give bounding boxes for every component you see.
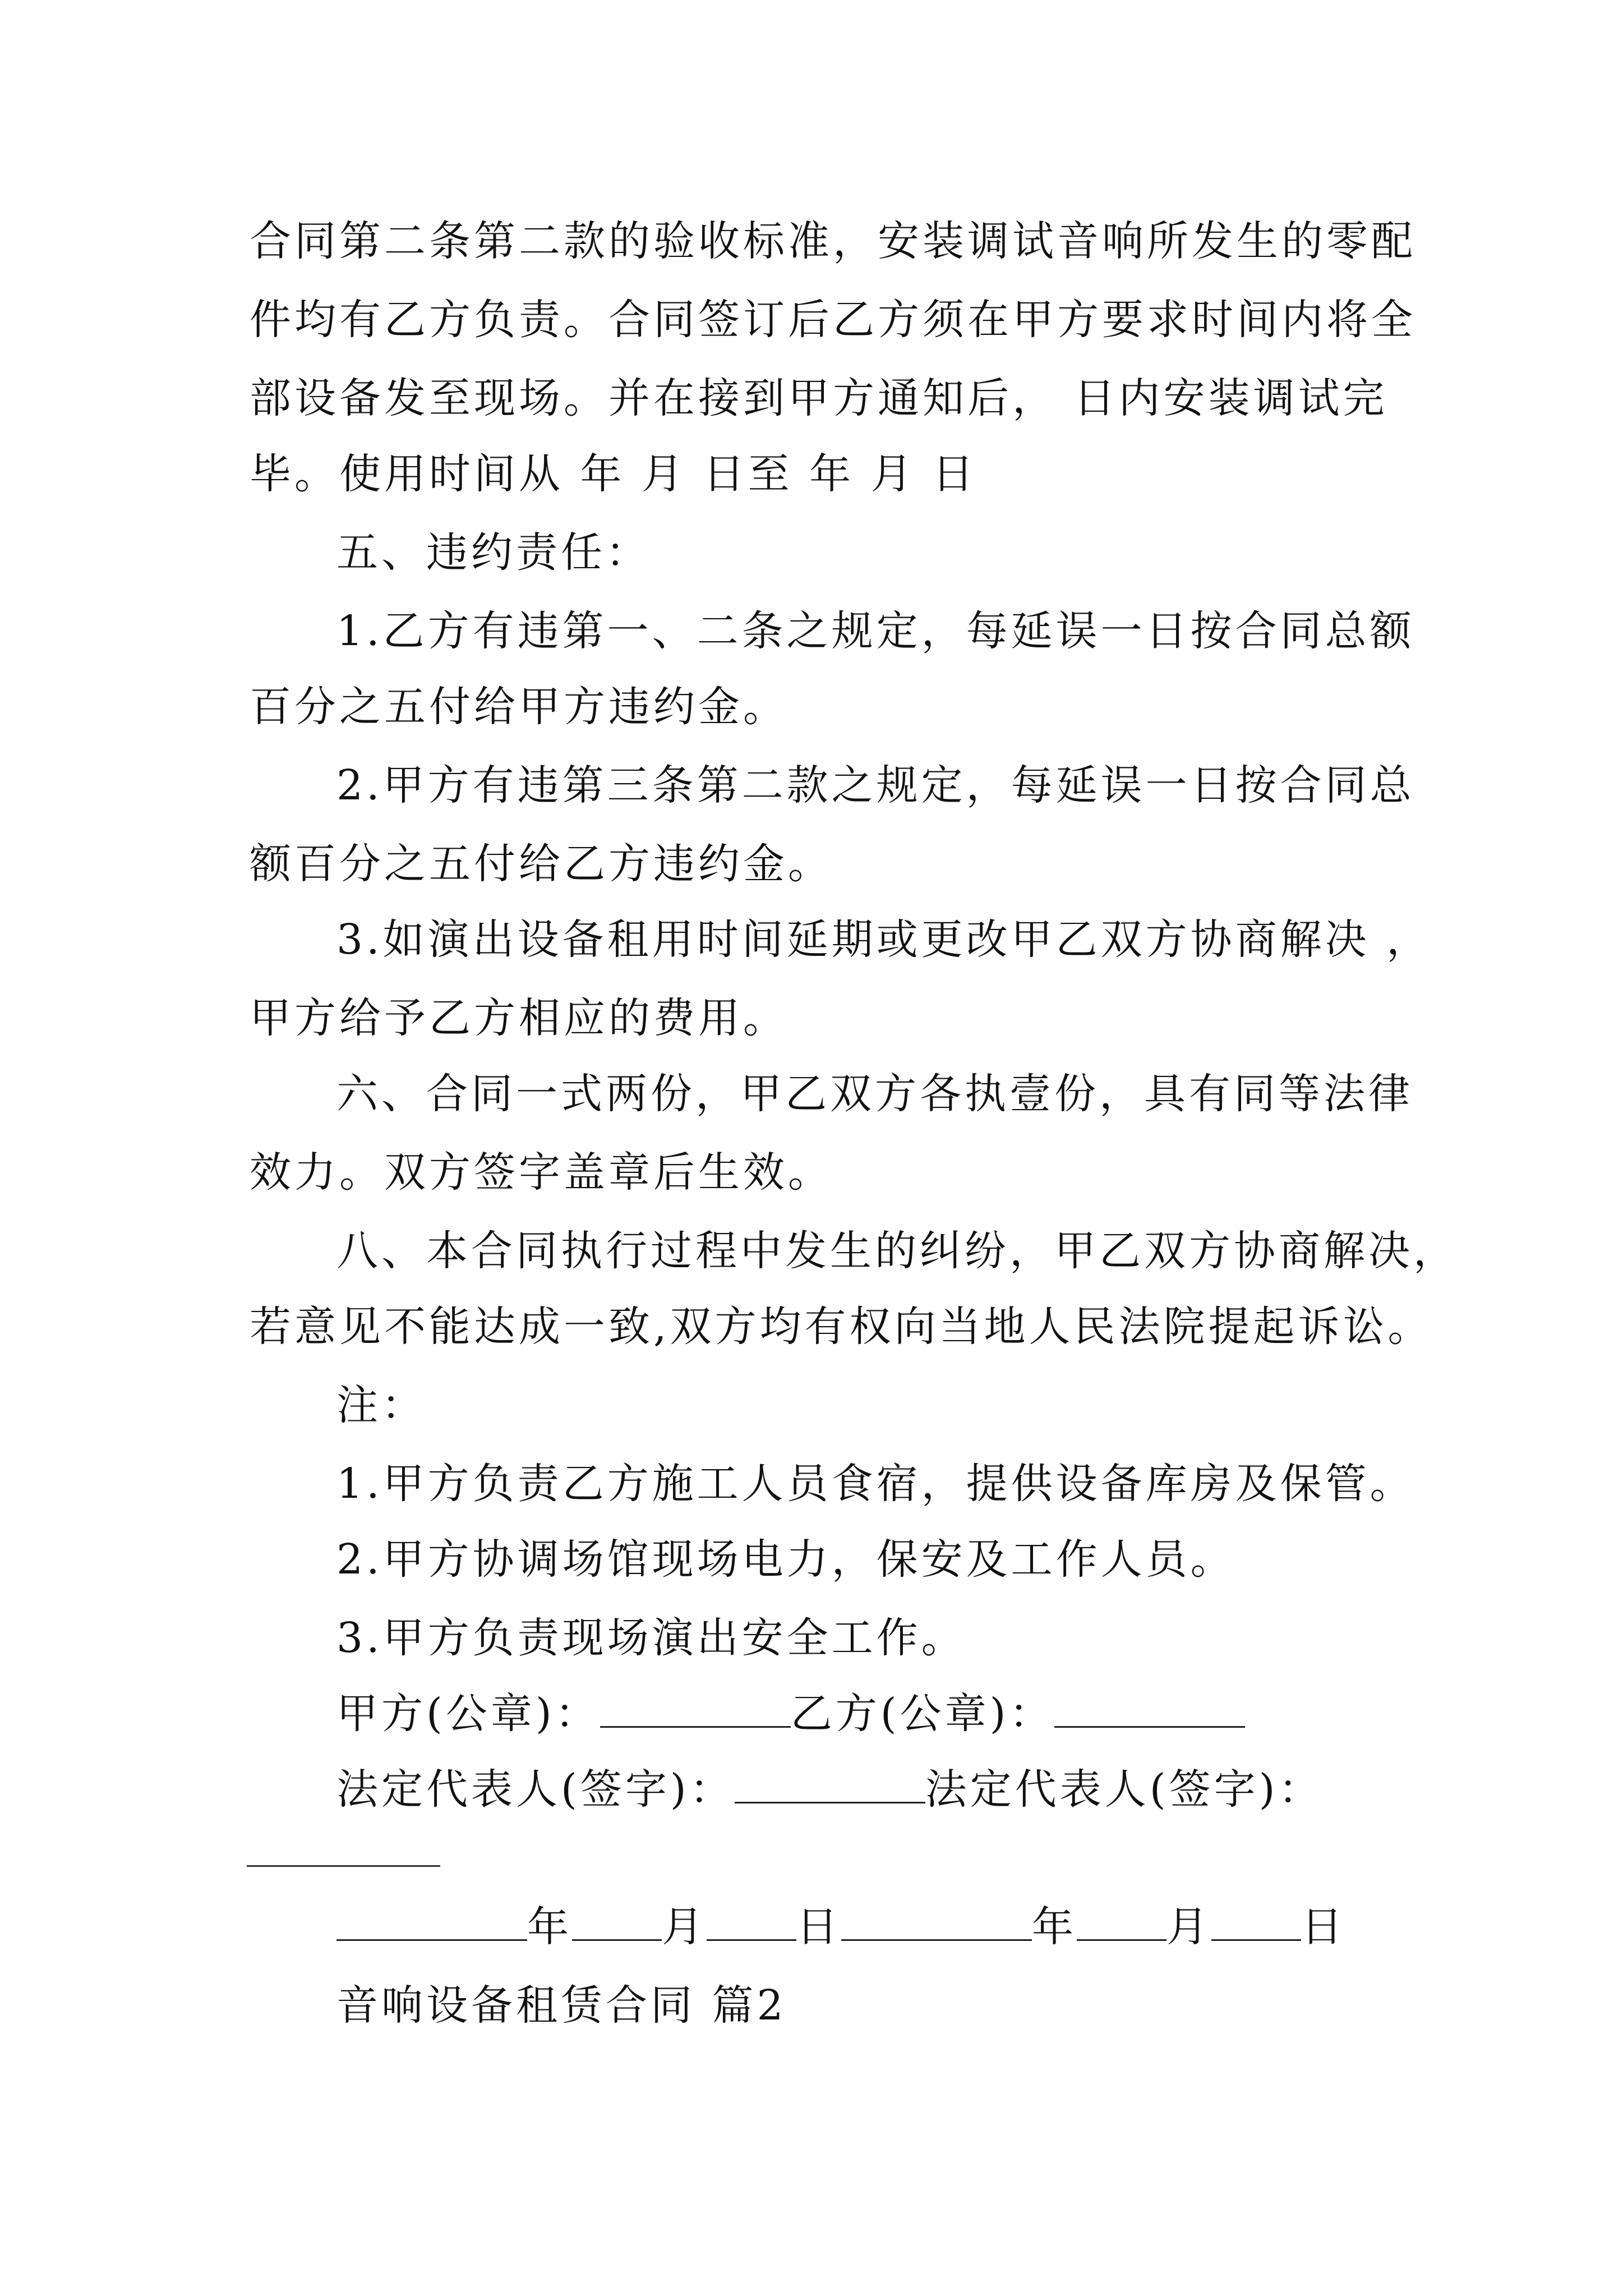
- clause-2-line-1: 2.甲方有违第三条第二款之规定，每延误一日按合同总: [336, 761, 1415, 809]
- note-item-3: 3.甲方负责现场演出安全工作。: [336, 1614, 966, 1662]
- clause-1-line-2: 百分之五付给甲方违约金。: [250, 683, 788, 731]
- date-b-day-label: 日: [1301, 1903, 1346, 1951]
- legal-rep-b-blank[interactable]: [247, 1865, 440, 1867]
- section-six-line-2: 效力。双方签字盖章后生效。: [250, 1148, 833, 1197]
- date-line: [336, 1899, 1346, 1955]
- date-b-year-label: 年: [1032, 1903, 1077, 1951]
- body-line-3: 部设备发至现场。并在接到甲方通知后， 日内安装调试完: [250, 374, 1388, 422]
- note-item-1: 1.甲方负责乙方施工人员食宿，提供设备库房及保管。: [336, 1460, 1415, 1508]
- section-heading-breach: 五、违约责任：: [336, 528, 651, 577]
- date-a-day-blank[interactable]: [707, 1900, 796, 1941]
- clause-3-line-2: 甲方给予乙方相应的费用。: [250, 994, 788, 1042]
- date-b-year-blank[interactable]: [841, 1900, 1032, 1941]
- date-b-month-blank[interactable]: [1077, 1900, 1166, 1941]
- date-b-month-label: 月: [1166, 1903, 1211, 1951]
- section-eight-line-2: 若意见不能达成一致,双方均有权向当地人民法院提起诉讼。: [250, 1303, 1433, 1351]
- date-a-month-label: 月: [662, 1903, 707, 1951]
- legal-rep-a-blank[interactable]: [735, 1763, 925, 1803]
- next-section-title: 音响设备租赁合同 篇2: [336, 1981, 787, 2030]
- body-line-1: 合同第二条第二款的验收标准，安装调试音响所发生的零配: [250, 217, 1416, 265]
- date-a-month-blank[interactable]: [572, 1900, 662, 1941]
- section-eight-line-1: 八、本合同执行过程中发生的纠纷，甲乙双方协商解决，: [336, 1227, 1458, 1275]
- legal-rep-line: [336, 1761, 1324, 1818]
- date-a-year-blank[interactable]: [336, 1900, 527, 1941]
- note-heading: 注：: [336, 1381, 426, 1429]
- clause-2-line-2: 额百分之五付给乙方违约金。: [250, 840, 833, 888]
- clause-3-line-1: 3.如演出设备租用时间延期或更改甲乙双方协商解决 ，: [336, 915, 1432, 964]
- date-a-year-label: 年: [527, 1903, 572, 1951]
- date-b-day-blank[interactable]: [1211, 1900, 1301, 1941]
- legal-rep-a-label: 法定代表人(签字)：: [336, 1765, 735, 1814]
- party-b-seal-blank[interactable]: [1054, 1687, 1245, 1728]
- body-line-4: 毕。使用时间从 年 月 日至 年 月 日: [250, 450, 978, 498]
- party-a-seal-label: 甲方(公章)：: [336, 1690, 600, 1738]
- seal-line: [336, 1686, 1245, 1742]
- note-item-2: 2.甲方协调场馆现场电力，保安及工作人员。: [336, 1535, 1235, 1584]
- date-a-day-label: 日: [796, 1903, 841, 1951]
- clause-1-line-1: 1.乙方有违第一、二条之规定，每延误一日按合同总额: [336, 607, 1415, 655]
- party-a-seal-blank[interactable]: [600, 1687, 791, 1728]
- legal-rep-b-label: 法定代表人(签字)：: [925, 1765, 1324, 1814]
- party-b-seal-label: 乙方(公章)：: [790, 1690, 1054, 1738]
- section-six-line-1: 六、合同一式两份，甲乙双方各执壹份，具有同等法律: [336, 1070, 1413, 1118]
- body-line-2: 件均有乙方负责。合同签订后乙方须在甲方要求时间内将全: [250, 296, 1416, 344]
